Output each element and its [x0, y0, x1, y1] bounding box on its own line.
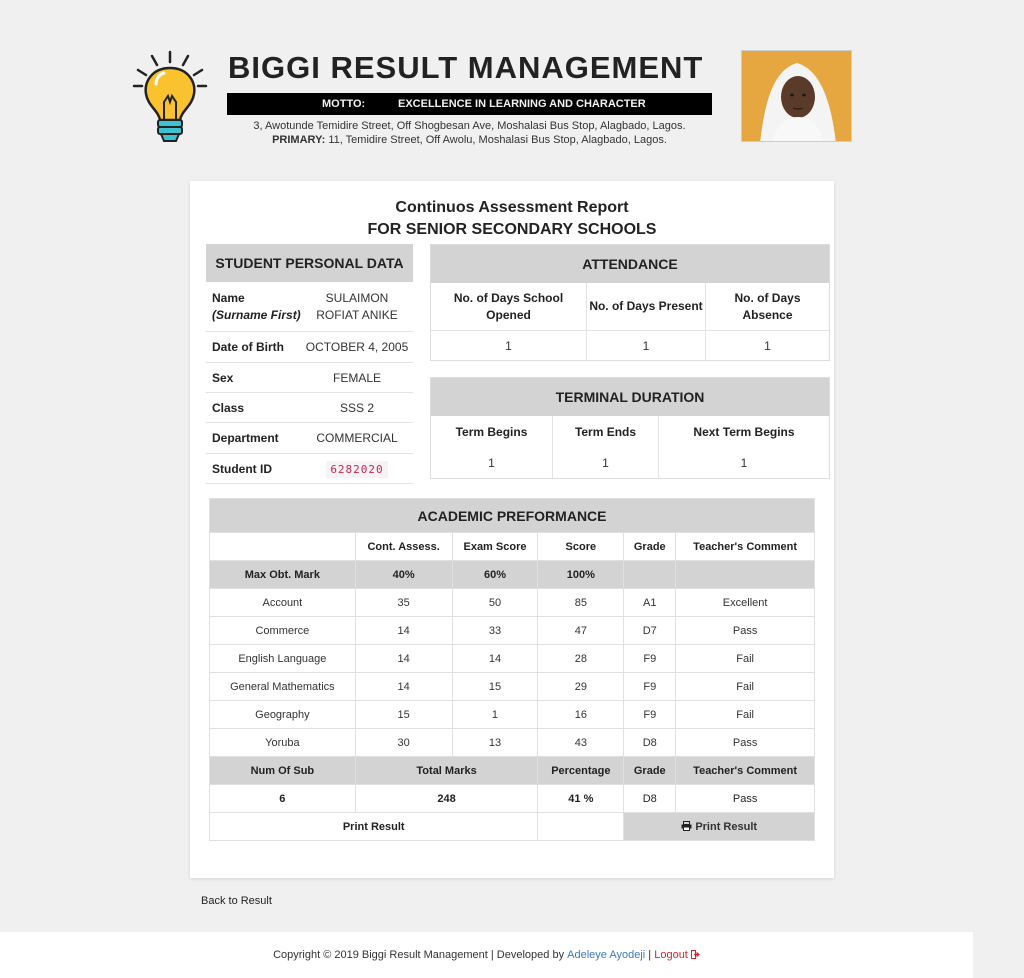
total-marks-value: 248	[355, 785, 538, 813]
summary-comment-label: Teacher's Comment	[676, 757, 815, 785]
dob-value: OCTOBER 4, 2005	[305, 340, 409, 354]
col-exam-score: Exam Score	[452, 533, 538, 561]
print-result-label: Print Result	[210, 813, 538, 841]
subject-exam: 33	[452, 617, 538, 645]
lightbulb-logo-icon	[130, 48, 210, 148]
address-primary	[227, 134, 712, 146]
subject-ca: 15	[355, 701, 452, 729]
term-ends-label: Term Ends	[553, 416, 659, 448]
student-personal-data	[206, 244, 413, 484]
department-label: Department	[212, 431, 279, 445]
sex-value: FEMALE	[332, 370, 381, 385]
print-row	[210, 813, 815, 841]
next-term-begins-label: Next Term Begins	[693, 425, 795, 439]
col-subject	[210, 533, 356, 561]
subject-row	[210, 701, 815, 729]
summary-grade-value: D8	[624, 785, 676, 813]
subject-comment: Excellent	[676, 589, 815, 617]
address-primary-text: 11, Temidire Street, Off Awolu, Moshalasi Bus Stop, Alagbado, Lagos.	[328, 134, 667, 146]
attendance-heading: ATTENDANCE	[431, 245, 829, 283]
subject-exam: 13	[452, 729, 538, 757]
address-primary-label: PRIMARY:	[272, 134, 326, 146]
subject-score: 16	[538, 701, 624, 729]
subject-comment: Fail	[676, 645, 815, 673]
subject-exam: 1	[452, 701, 538, 729]
dob-row	[206, 332, 413, 363]
report-title-line2: FOR SENIOR SECONDARY SCHOOLS	[367, 221, 657, 238]
subject-ca: 14	[355, 617, 452, 645]
total-marks-label: Total Marks	[355, 757, 538, 785]
summary-value-row	[210, 785, 815, 813]
attendance-panel	[430, 244, 830, 361]
subject-grade: A1	[624, 589, 676, 617]
school-header	[0, 0, 1024, 170]
subject-row	[210, 617, 815, 645]
subject-exam: 14	[452, 645, 538, 673]
report-title-line1: Continuos Assessment Report	[395, 199, 629, 216]
department-value: COMMERCIAL	[316, 431, 398, 445]
logout-link[interactable]	[654, 949, 700, 961]
academic-performance	[209, 498, 815, 841]
motto-bar	[227, 93, 712, 115]
attendance-col-opened: No. of Days School Opened	[431, 283, 587, 330]
subject-name: Geography	[210, 701, 356, 729]
report-title	[190, 197, 834, 241]
department-row	[206, 423, 413, 454]
name-label: Name	[212, 291, 245, 305]
dob-label: Date of Birth	[212, 340, 284, 354]
footer	[0, 932, 973, 978]
num-of-sub-label: Num Of Sub	[210, 757, 356, 785]
personal-data-heading: STUDENT PERSONAL DATA	[206, 244, 413, 282]
attendance-col-absence: No. of Days Absence	[734, 290, 801, 322]
name-value-surname: SULAIMON	[325, 291, 389, 305]
student-id-value: 6282020	[326, 461, 387, 478]
subject-comment: Fail	[676, 673, 815, 701]
developer-link[interactable]: Adeleye Ayodeji	[567, 949, 646, 961]
max-ca: 40%	[355, 561, 452, 589]
subject-comment: Pass	[676, 617, 815, 645]
name-value-other: ROFIAT ANIKE	[316, 308, 398, 322]
sign-out-icon	[691, 950, 700, 959]
report-card	[190, 181, 834, 878]
col-score: Score	[538, 533, 624, 561]
address-main: 3, Awotunde Temidire Street, Off Shogbesan Ave, Moshalasi Bus Stop, Alagbado, Lagos.	[253, 120, 686, 132]
academic-heading: ACADEMIC PREFORMANCE	[210, 499, 815, 533]
subject-name: Yoruba	[210, 729, 356, 757]
footer-separator: |	[645, 949, 655, 961]
student-id-row	[206, 454, 413, 484]
subject-comment: Fail	[676, 701, 815, 729]
subject-row	[210, 589, 815, 617]
summary-header-row	[210, 757, 815, 785]
subject-grade: F9	[624, 701, 676, 729]
terminal-value-row	[431, 448, 829, 478]
name-sub-label: (Surname First)	[212, 308, 301, 322]
next-term-begins-value: 1	[740, 456, 748, 470]
percentage-value: 41 %	[538, 785, 624, 813]
subject-ca: 30	[355, 729, 452, 757]
max-mark-label: Max Obt. Mark	[210, 561, 356, 589]
class-label: Class	[212, 400, 245, 415]
attendance-header-row	[431, 283, 829, 331]
print-result-button-label: Print Result	[695, 820, 758, 833]
subject-name: English Language	[210, 645, 356, 673]
academic-heading-row	[210, 499, 815, 533]
summary-grade-label: Grade	[624, 757, 676, 785]
col-grade: Grade	[624, 533, 676, 561]
term-begins-label: Term Begins	[431, 416, 553, 448]
printer-icon	[681, 821, 692, 831]
subject-ca: 14	[355, 673, 452, 701]
col-teacher-comment: Teacher's Comment	[676, 533, 815, 561]
attendance-present-value: 1	[587, 331, 706, 360]
attendance-opened-value: 1	[431, 331, 587, 360]
attendance-absence-value: 1	[764, 338, 771, 353]
terminal-heading: TERMINAL DURATION	[431, 378, 829, 416]
logout-label: Logout	[654, 949, 688, 961]
subject-exam: 50	[452, 589, 538, 617]
col-cont-assess: Cont. Assess.	[355, 533, 452, 561]
subject-score: 47	[538, 617, 624, 645]
percentage-label: Percentage	[538, 757, 624, 785]
subject-ca: 35	[355, 589, 452, 617]
term-begins-value: 1	[431, 448, 553, 478]
subject-name: General Mathematics	[210, 673, 356, 701]
motto-label: MOTTO:	[322, 98, 366, 110]
summary-comment-value: Pass	[676, 785, 815, 813]
student-id-label: Student ID	[212, 461, 272, 476]
subject-row	[210, 645, 815, 673]
sex-label: Sex	[212, 370, 234, 385]
terminal-header-row	[431, 416, 829, 448]
subject-row	[210, 673, 815, 701]
terminal-duration-panel	[430, 377, 830, 479]
max-exam: 60%	[452, 561, 538, 589]
subject-name: Account	[210, 589, 356, 617]
class-value: SSS 2	[339, 400, 375, 415]
sex-row	[206, 363, 413, 393]
attendance-value-row	[431, 331, 829, 360]
subject-grade: F9	[624, 673, 676, 701]
academic-table	[209, 498, 815, 841]
attendance-col-present: No. of Days Present	[587, 283, 706, 330]
name-row	[206, 282, 413, 332]
class-row	[206, 393, 413, 423]
num-of-sub-value: 6	[210, 785, 356, 813]
subject-exam: 15	[452, 673, 538, 701]
term-ends-value: 1	[553, 448, 659, 478]
subject-comment: Pass	[676, 729, 815, 757]
subject-score: 43	[538, 729, 624, 757]
max-mark-row	[210, 561, 815, 589]
motto-text: EXCELLENCE IN LEARNING AND CHARACTER	[398, 98, 646, 110]
back-to-result-link[interactable]: Back to Result	[201, 895, 272, 907]
academic-column-headers	[210, 533, 815, 561]
subject-score: 85	[538, 589, 624, 617]
subject-grade: D7	[624, 617, 676, 645]
school-title: BIGGI RESULT MANAGEMENT	[228, 50, 704, 85]
subject-ca: 14	[355, 645, 452, 673]
subject-grade: F9	[624, 645, 676, 673]
copyright-text: Copyright © 2019 Biggi Result Management | Developed by	[273, 949, 568, 961]
subject-row	[210, 729, 815, 757]
subject-score: 28	[538, 645, 624, 673]
max-score: 100%	[538, 561, 624, 589]
print-result-button[interactable]	[624, 813, 815, 841]
student-photo	[741, 50, 852, 142]
subject-name: Commerce	[210, 617, 356, 645]
subject-grade: D8	[624, 729, 676, 757]
subject-score: 29	[538, 673, 624, 701]
